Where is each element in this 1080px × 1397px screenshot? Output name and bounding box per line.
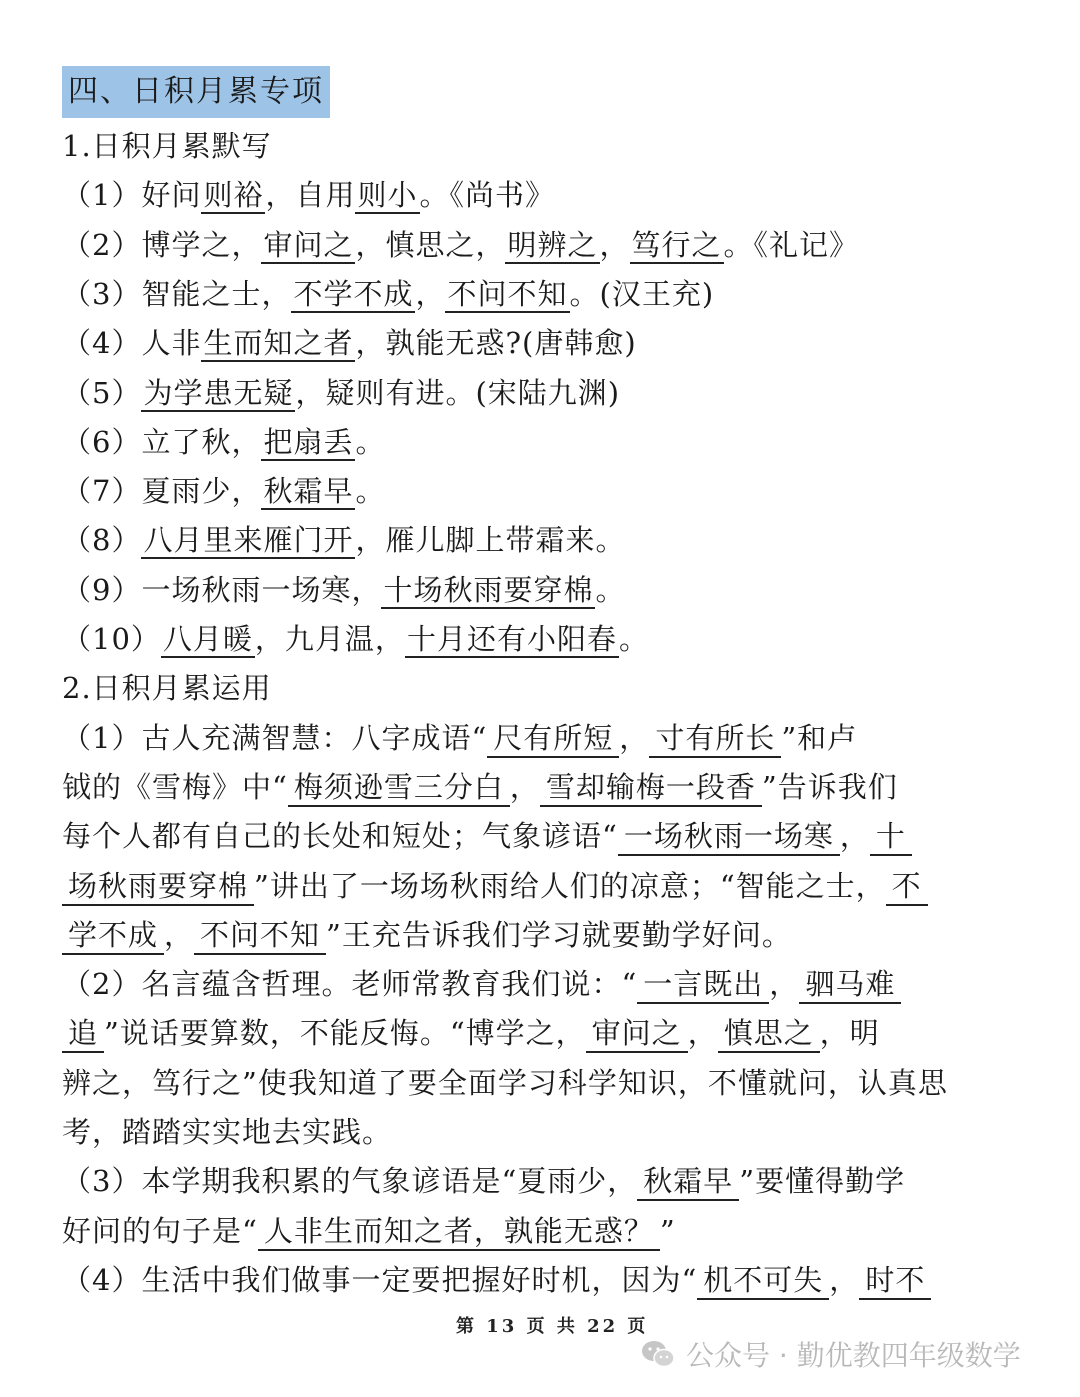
section-heading: 四、日积月累专项 (62, 66, 330, 118)
underlined-answer: 明辨之 (507, 227, 598, 262)
fill-in-answer: 慎思之 (718, 1015, 820, 1053)
text-segment: ，九月温， (254, 622, 405, 656)
memorize-item (62, 272, 1022, 313)
text-segment: ， (619, 720, 650, 755)
text-segment: （7）夏雨少， (62, 474, 262, 509)
text-segment: （8） (62, 523, 142, 558)
text-segment: （3）智能之士， (62, 276, 292, 311)
text-segment: ， (415, 276, 446, 311)
underlined-answer: 则小 (357, 178, 418, 213)
application-line (62, 1258, 1022, 1300)
fill-in-answer: 秋霜早 (637, 1163, 739, 1201)
memorize-item (62, 321, 1022, 362)
fill-in-answer: 时不 (859, 1262, 931, 1300)
wechat-icon (640, 1339, 676, 1369)
memorize-item (62, 173, 1022, 214)
application-line (62, 913, 1022, 955)
text-segment: ”王充告诉我们学习就要勤学好问。 (326, 917, 792, 952)
fill-in-answer: 驷马难 (799, 966, 901, 1004)
fill-in-answer: 机不可失 (697, 1262, 829, 1300)
memorize-item (62, 568, 1022, 609)
fill-in-answer: 追 (62, 1015, 104, 1053)
underlined-answer: 十场秋雨要穿棉 (383, 572, 594, 607)
text-segment: （1）古人充满智慧：八字成语“ (62, 720, 488, 755)
underlined-answer: 八月暖 (162, 622, 253, 656)
memorize-item (62, 223, 1022, 264)
text-segment: ， (599, 227, 630, 262)
text-segment: （5） (62, 375, 142, 410)
underlined-answer: 秋霜早 (263, 474, 354, 509)
application-line (62, 814, 1022, 856)
application-line (62, 1209, 1022, 1251)
fill-in-answer: 尺有所短 (487, 720, 619, 758)
underlined-answer: 八月里来雁门开 (143, 523, 354, 558)
text-segment: ， (769, 967, 800, 1002)
text-segment: 。《礼记》 (723, 227, 860, 262)
fill-in-answer: 学不成 (62, 917, 164, 955)
watermark (640, 1334, 1021, 1374)
text-segment: 每个人都有自己的长处和短处；气象谚语“ (62, 819, 618, 854)
text-segment: ，疑则有进。(宋陆九渊) (295, 375, 621, 410)
text-segment: ” (659, 1213, 676, 1248)
text-segment: （9）一场秋雨一场寒， (62, 572, 382, 607)
section-title: 1.日积月累默写 (62, 129, 272, 163)
text-segment: 辨之，笃行之”使我知道了要全面学习科学知识，不懂就问，认真思 (62, 1065, 948, 1100)
fill-in-answer: 人非生而知之者，孰能无惑？ (258, 1213, 660, 1251)
application-line (62, 1061, 1022, 1102)
page-number: 第 13 页 共 22 页 (456, 1316, 649, 1337)
text-segment: 。 (618, 622, 649, 656)
fill-in-answer: 审问之 (586, 1015, 688, 1053)
application-line (62, 716, 1022, 758)
text-segment: 好问的句子是“ (62, 1213, 258, 1248)
watermark-text: 公众号 · 勤优教四年级数学 (686, 1339, 1021, 1372)
fill-in-answer: 十 (870, 818, 912, 856)
text-segment: ， (829, 1262, 860, 1297)
application-line (62, 1159, 1022, 1201)
text-segment: ，雁儿脚上带霜来。 (355, 523, 626, 558)
application-line (62, 1011, 1022, 1053)
underlined-answer: 不学不成 (293, 276, 414, 311)
text-segment: （3）本学期我积累的气象谚语是“夏雨少， (62, 1164, 638, 1199)
application-line (62, 864, 1022, 906)
fill-in-answer: 梅须逊雪三分白 (288, 769, 510, 807)
text-segment: 考，踏踏实实地去实践。 (62, 1115, 393, 1149)
text-segment: （1）好问 (62, 178, 202, 213)
text-segment: 。 (355, 424, 386, 459)
text-segment: ”讲出了一场场秋雨给人们的凉意；“智能之士， (254, 868, 886, 903)
text-segment: ，孰能无惑?(唐韩愈) (355, 326, 637, 361)
memorize-item (62, 420, 1022, 461)
text-segment: （4）人非 (62, 326, 202, 361)
underlined-answer: 不问不知 (447, 276, 568, 311)
text-segment: （6）立了秋， (62, 424, 262, 459)
text-segment: 。 (595, 572, 626, 607)
fill-in-answer: 寸有所长 (649, 720, 781, 758)
fill-in-answer: 场秋雨要穿棉 (62, 868, 254, 906)
underlined-answer: 审问之 (263, 227, 354, 262)
text-segment: ，慎思之， (355, 227, 506, 262)
text-segment: 。(汉王充) (569, 276, 715, 311)
text-segment: 。《尚书》 (419, 178, 556, 213)
underlined-answer: 则裕 (203, 178, 264, 213)
text-segment: ”说话要算数，不能反悔。“博学之， (104, 1016, 586, 1051)
text-segment: ”和卢 (781, 720, 858, 755)
text-segment: （10） (62, 622, 161, 656)
fill-in-answer: 不问不知 (194, 917, 326, 955)
underlined-answer: 把扇丢 (263, 424, 354, 459)
memorize-item (62, 371, 1022, 412)
fill-in-answer: 雪却输梅一段香 (540, 769, 762, 807)
section-title: 2.日积月累运用 (62, 671, 272, 706)
memorize-item (62, 617, 1022, 658)
application-line (62, 962, 1022, 1004)
text-segment: ”要懂得勤学 (739, 1164, 906, 1199)
fill-in-answer: 一场秋雨一场寒 (618, 818, 840, 856)
underlined-answer: 为学患无疑 (143, 375, 294, 410)
text-segment: （4）生活中我们做事一定要把握好时机，因为“ (62, 1262, 698, 1297)
memorize-item (62, 518, 1022, 559)
underlined-answer: 生而知之者 (203, 326, 354, 361)
memorize-item (62, 469, 1022, 510)
text-segment: （2）博学之， (62, 227, 262, 262)
text-segment: 钺的《雪梅》中“ (62, 769, 288, 804)
text-segment: ，自用 (265, 178, 356, 213)
underlined-answer: 十月还有小阳春 (406, 622, 617, 656)
text-segment: ， (509, 769, 540, 804)
underlined-answer: 笃行之 (631, 227, 722, 262)
fill-in-answer: 不 (886, 868, 928, 906)
fill-in-answer: 一言既出 (637, 966, 769, 1004)
text-segment: ， (839, 819, 870, 854)
text-segment: ， (687, 1016, 718, 1051)
text-segment: ”告诉我们 (761, 769, 898, 804)
text-segment: ，明 (819, 1016, 880, 1051)
text-segment: 。 (355, 474, 386, 509)
application-line (62, 1110, 1022, 1151)
text-segment: ， (164, 917, 195, 952)
text-segment: （2）名言蕴含哲理。老师常教育我们说：“ (62, 967, 638, 1002)
application-line (62, 765, 1022, 807)
